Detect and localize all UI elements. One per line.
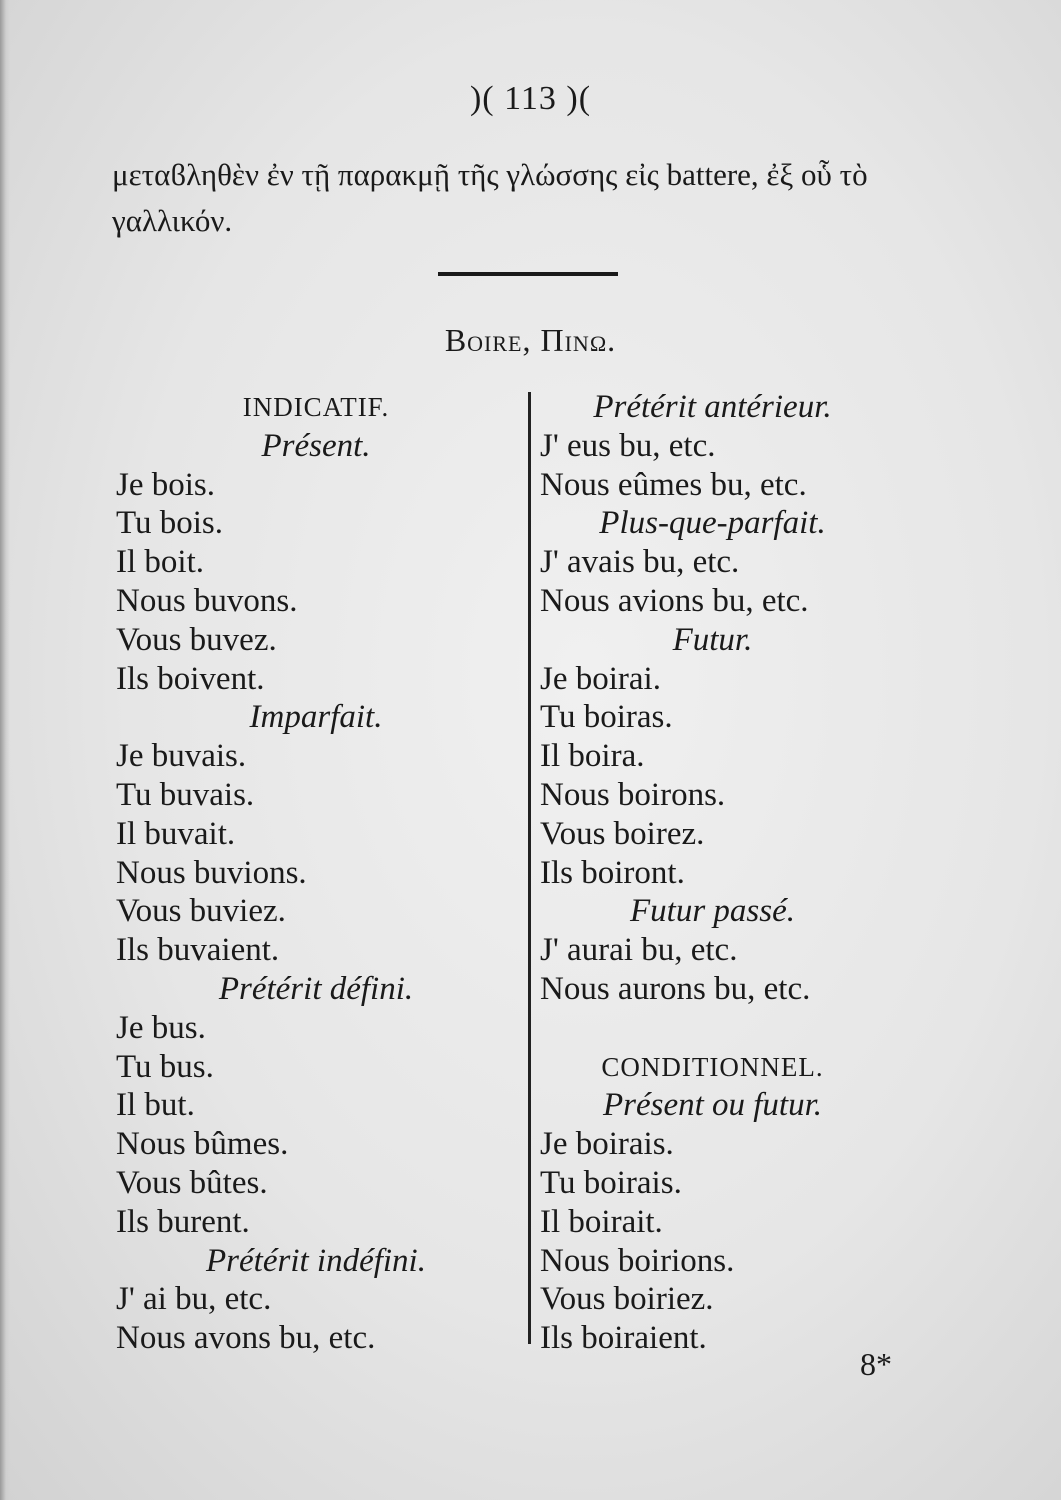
blank-line [540,1009,885,1048]
tense-heading: Futur. [672,621,753,658]
conjugation-line: Vous boiriez. [540,1281,714,1318]
conjugation-line: J' aurai bu, etc. [540,932,738,969]
conjugation-line: Ils burent. [116,1203,250,1240]
conjugation-line: Il buvait. [116,815,236,852]
tense-heading: Présent ou futur. [602,1087,823,1124]
conjugation-line: Nous buvions. [116,854,307,891]
conjugation-line: J' eus bu, etc. [540,427,716,464]
conjugation-line: Vous boirez. [540,815,705,852]
conjugation-line: Tu bus. [116,1048,214,1085]
tense-heading: Prétérit défini. [218,970,414,1007]
conjugation-line: Nous aurons bu, etc. [540,970,811,1007]
conjugation-line: Je bois. [116,466,215,503]
tense-heading: Imparfait. [249,699,383,736]
intro-paragraph: μεταϐληθὲν ἐν τῇ παρακμῇ τῆς γλώσσης εἰς battere, ἐξ οὗ τὸ γαλλικόν. [112,157,868,238]
signature-mark: 8* [860,1346,892,1382]
conjugation-line: Il boira. [540,738,645,775]
conjugation-line: Nous buvons. [116,582,298,619]
conjugation-line: Nous eûmes bu, etc. [540,466,807,503]
verb-title [0,322,1061,359]
section-rule [438,272,618,276]
conjugation-line: Il boirait. [540,1203,663,1240]
conjugation-line: Je buvais. [116,738,247,775]
conjugation-line: Nous avions bu, etc. [540,582,809,619]
mood-heading: INDICATIF. [242,392,390,422]
conjugation-line: Nous boirons. [540,776,726,813]
tense-heading: Prétérit indéfini. [206,1242,426,1279]
conjugation-line: Il boit. [116,544,204,581]
conjugation-line: Je bus. [116,1009,206,1046]
conjugation-line: Ils boivent. [116,660,265,697]
conjugation-line: Tu boirais. [540,1164,682,1201]
conjugation-line: Ils buvaient. [116,932,280,969]
conjugation-line: J' ai bu, etc. [116,1281,272,1318]
conjugation-line: Nous avons bu, etc. [116,1320,376,1357]
conjugation-line: Ils boiront. [540,854,685,891]
conjugation-line: Vous buvez. [116,621,277,658]
tense-heading: Futur passé. [630,893,795,930]
conjugation-line: Tu buvais. [116,776,255,813]
conjugation-line: J' avais bu, etc. [540,544,740,581]
conjugation-line: Il but. [116,1087,195,1124]
conjugation-line: Nous boirions. [540,1242,735,1279]
conjugation-line: Tu boiras. [540,699,673,736]
conjugation-line: Tu bois. [116,505,224,542]
tense-heading: Présent. [261,427,371,464]
conjugation-line: Nous bûmes. [116,1126,289,1163]
mood-heading: CONDITIONNEL. [601,1051,824,1082]
conjugation-line: Vous buviez. [116,893,286,930]
left-column [116,388,516,1358]
tense-heading: Prétérit antérieur. [593,389,832,425]
page-number: )( 113 )( [469,80,592,117]
conjugation-line: Je boirai. [540,660,661,697]
tense-heading: Plus-que-parfait. [599,505,826,542]
conjugation-line: Je boirais. [540,1126,674,1163]
verb-title-text: Boire, Πινω. [444,322,617,358]
page-edge-shadow [0,0,10,1500]
conjugation-line: Ils boiraient. [540,1320,707,1357]
conjugation-line: Vous bûtes. [116,1164,268,1201]
right-column [540,388,885,1358]
column-divider [528,392,531,1344]
